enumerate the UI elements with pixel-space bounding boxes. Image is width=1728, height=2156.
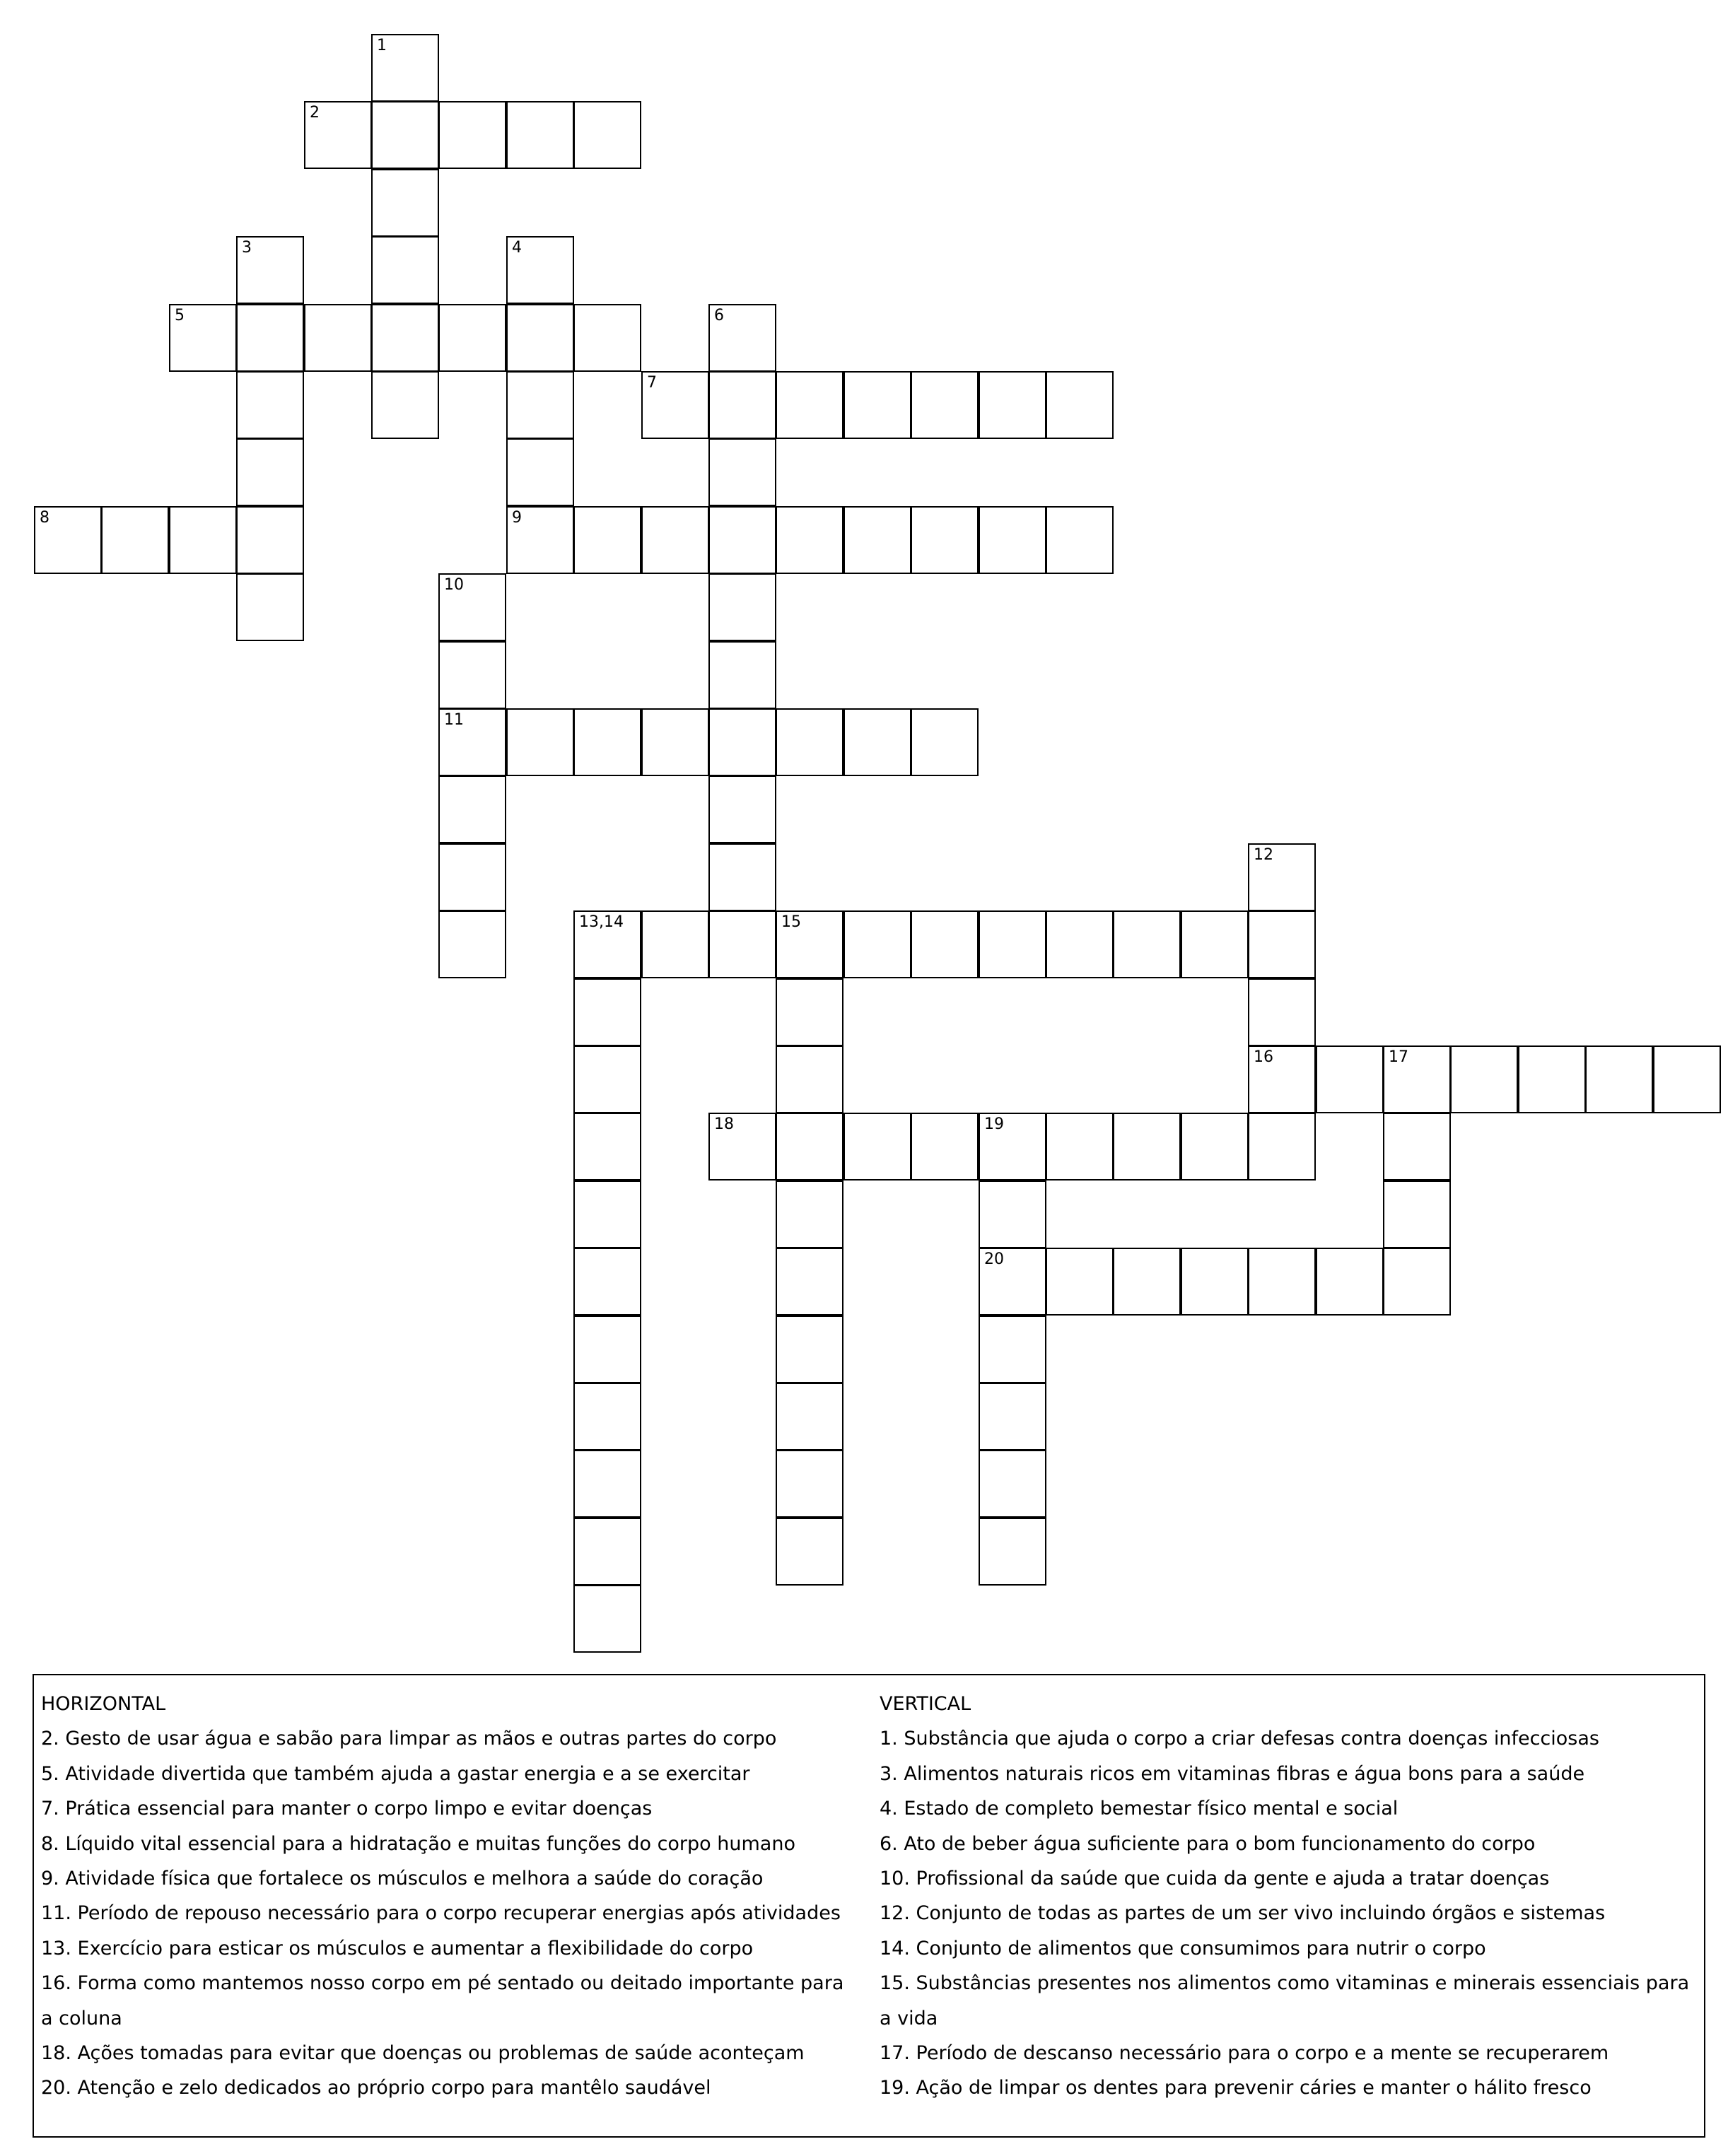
clue-v-14: 14. Conjunto de alimentos que consumimos para nutrir o corpo [880, 1937, 1486, 1959]
crossword-cell[interactable] [573, 1113, 641, 1180]
crossword-cell[interactable] [708, 910, 776, 978]
crossword-cell[interactable] [438, 910, 506, 978]
crossword-cell[interactable] [708, 641, 776, 709]
clues-box [33, 1674, 1705, 2138]
crossword-cell[interactable] [979, 1113, 1046, 1180]
crossword-cell[interactable] [506, 438, 574, 506]
crossword-cell[interactable] [1046, 506, 1114, 574]
crossword-cell[interactable] [438, 101, 506, 169]
crossword-cell[interactable] [438, 843, 506, 911]
vertical-clues [880, 1687, 1693, 2106]
crossword-cell[interactable] [438, 573, 506, 641]
clue-v-12: 12. Conjunto de todas as partes de um ser vivo incluindo órgãos e sistemas [880, 1902, 1606, 1925]
crossword-cell[interactable] [776, 1450, 843, 1518]
clue-v-6: 6. Ato de beber água suficiente para o bom funcionamento do corpo [880, 1832, 1536, 1855]
clue-number: 15 [781, 913, 801, 931]
crossword-cell[interactable] [573, 1585, 641, 1653]
crossword-cell[interactable] [641, 708, 709, 776]
clue-number: 20 [984, 1250, 1004, 1268]
crossword-cell[interactable] [641, 506, 709, 574]
crossword-cell[interactable] [979, 1450, 1046, 1518]
crossword-cell[interactable] [776, 506, 843, 574]
clue-h-16: 16. Forma como mantemos nosso corpo em pé sentado ou deitado importante para a coluna [41, 1972, 844, 2029]
crossword-cell[interactable] [979, 1180, 1046, 1248]
clue-number: 10 [444, 576, 464, 594]
clue-h-8: 8. Líquido vital essencial para a hidratação e muitas funções do corpo humano [41, 1832, 795, 1855]
crossword-cell[interactable] [979, 1518, 1046, 1586]
clue-number: 13,14 [579, 913, 624, 931]
crossword-cell[interactable] [843, 708, 911, 776]
crossword-cell[interactable] [304, 304, 372, 372]
crossword-cell[interactable] [776, 1383, 843, 1451]
clue-number: 16 [1254, 1048, 1273, 1066]
crossword-cell[interactable] [911, 1113, 979, 1180]
crossword-cell[interactable] [641, 910, 709, 978]
horizontal-clues [41, 1687, 854, 2106]
crossword-cell[interactable] [1181, 1248, 1249, 1316]
crossword-cell[interactable] [573, 1045, 641, 1113]
crossword-cell[interactable] [1316, 1045, 1384, 1113]
crossword-cell[interactable] [776, 910, 843, 978]
crossword-cell[interactable] [1248, 843, 1316, 911]
crossword-cell[interactable] [573, 1180, 641, 1248]
crossword-cell[interactable] [776, 1180, 843, 1248]
crossword-cell[interactable] [573, 1450, 641, 1518]
clue-h-11: 11. Período de repouso necessário para o corpo recuperar energias após atividades [41, 1902, 841, 1925]
crossword-cell[interactable] [573, 101, 641, 169]
crossword-cell[interactable] [236, 304, 304, 372]
crossword-cell[interactable] [573, 910, 641, 978]
crossword-cell[interactable] [708, 438, 776, 506]
crossword-cell[interactable] [776, 1113, 843, 1180]
crossword-cell[interactable] [1046, 371, 1114, 439]
clue-v-1: 1. Substância que ajuda o corpo a criar defesas contra doenças infecciosas [880, 1728, 1599, 1750]
crossword-cell[interactable] [1383, 1045, 1451, 1113]
crossword-cell[interactable] [371, 304, 439, 372]
crossword-cell[interactable] [371, 101, 439, 169]
clue-v-19: 19. Ação de limpar os dentes para prevenir cáries e manter o hálito fresco [880, 2077, 1592, 2099]
clue-v-3: 3. Alimentos naturais ricos em vitaminas fibras e água bons para a saúde [880, 1762, 1585, 1785]
crossword-cell[interactable] [1248, 978, 1316, 1046]
clue-h-7: 7. Prática essencial para manter o corpo limpo e evitar doenças [41, 1798, 653, 1820]
clue-number: 8 [40, 509, 49, 527]
crossword-cell[interactable] [843, 506, 911, 574]
clue-v-17: 17. Período de descanso necessário para o corpo e a mente se recuperarem [880, 2042, 1609, 2065]
clue-number: 18 [714, 1115, 734, 1133]
crossword-cell[interactable] [979, 1383, 1046, 1451]
clue-number: 12 [1254, 846, 1273, 864]
crossword-cell[interactable] [1113, 1113, 1181, 1180]
crossword-cell[interactable] [1046, 1113, 1114, 1180]
crossword-cell[interactable] [1113, 1248, 1181, 1316]
clue-h-20: 20. Atenção e zelo dedicados ao próprio corpo para mantêlo saudável [41, 2077, 711, 2099]
crossword-cell[interactable] [506, 506, 574, 574]
crossword-cell[interactable] [1248, 1113, 1316, 1180]
crossword-cell[interactable] [573, 1248, 641, 1316]
clue-v-4: 4. Estado de completo bemestar físico mental e social [880, 1798, 1399, 1820]
crossword-cell[interactable] [979, 506, 1046, 574]
clue-number: 3 [242, 239, 252, 257]
crossword-cell[interactable] [1181, 1113, 1249, 1180]
crossword-cell[interactable] [776, 1316, 843, 1383]
crossword-cell[interactable] [506, 371, 574, 439]
clue-h-18: 18. Ações tomadas para evitar que doenças ou problemas de saúde aconteçam [41, 2042, 805, 2065]
crossword-cell[interactable] [1383, 1180, 1451, 1248]
crossword-cell[interactable] [371, 371, 439, 439]
crossword-cell[interactable] [843, 371, 911, 439]
crossword-cell[interactable] [1046, 1248, 1114, 1316]
crossword-cell[interactable] [236, 371, 304, 439]
crossword-cell[interactable] [1518, 1045, 1586, 1113]
clue-number: 1 [377, 37, 387, 54]
crossword-cell[interactable] [1316, 1248, 1384, 1316]
crossword-cell[interactable] [236, 506, 304, 574]
crossword-cell[interactable] [1653, 1045, 1721, 1113]
crossword-cell[interactable] [776, 978, 843, 1046]
crossword-cell[interactable] [101, 506, 169, 574]
crossword-cell[interactable] [1383, 1248, 1451, 1316]
crossword-cell[interactable] [911, 371, 979, 439]
crossword-cell[interactable] [34, 506, 102, 574]
crossword-cell[interactable] [371, 236, 439, 304]
crossword-cell[interactable] [438, 708, 506, 776]
crossword-cell[interactable] [573, 708, 641, 776]
crossword-cell[interactable] [708, 506, 776, 574]
crossword-cell[interactable] [236, 438, 304, 506]
crossword-cell[interactable] [843, 910, 911, 978]
clue-v-15: 15. Substâncias presentes nos alimentos como vitaminas e minerais essenciais para a vida [880, 1972, 1690, 2029]
crossword-cell[interactable] [1248, 910, 1316, 978]
crossword-cell[interactable] [776, 371, 843, 439]
crossword-cell[interactable] [438, 641, 506, 709]
crossword-cell[interactable] [573, 506, 641, 574]
horizontal-clues-title: HORIZONTAL [41, 1693, 166, 1715]
clue-number: 2 [310, 104, 320, 122]
crossword-cell[interactable] [506, 304, 574, 372]
clue-number: 4 [512, 239, 522, 257]
crossword-cell[interactable] [911, 708, 979, 776]
crossword-cell[interactable] [708, 708, 776, 776]
clue-number: 19 [984, 1115, 1004, 1133]
crossword-cell[interactable] [1248, 1045, 1316, 1113]
crossword-cell[interactable] [573, 1383, 641, 1451]
vertical-clues-title: VERTICAL [880, 1693, 971, 1715]
crossword-cell[interactable] [573, 1316, 641, 1383]
crossword-cell[interactable] [1383, 1113, 1451, 1180]
crossword-cell[interactable] [438, 304, 506, 372]
crossword-cell[interactable] [708, 775, 776, 843]
crossword-cell[interactable] [708, 371, 776, 439]
crossword-cell[interactable] [843, 1113, 911, 1180]
clue-number: 6 [714, 307, 724, 324]
crossword-cell[interactable] [169, 506, 237, 574]
crossword-cell[interactable] [1248, 1248, 1316, 1316]
crossword-cell[interactable] [708, 843, 776, 911]
clue-number: 11 [444, 711, 464, 729]
clue-h-13: 13. Exercício para esticar os músculos e aumentar a flexibilidade do corpo [41, 1937, 754, 1959]
crossword-cell[interactable] [236, 236, 304, 304]
crossword-cell[interactable] [573, 978, 641, 1046]
crossword-cell[interactable] [1113, 910, 1181, 978]
crossword-cell[interactable] [1450, 1045, 1518, 1113]
clue-number: 5 [175, 307, 185, 324]
crossword-cell[interactable] [979, 910, 1046, 978]
crossword-cell[interactable] [1181, 910, 1249, 978]
crossword-cell[interactable] [979, 1316, 1046, 1383]
crossword-cell[interactable] [911, 506, 979, 574]
clue-h-9: 9. Atividade física que fortalece os músculos e melhora a saúde do coração [41, 1868, 764, 1890]
clue-h-2: 2. Gesto de usar água e sabão para limpar as mãos e outras partes do corpo [41, 1728, 777, 1750]
crossword-cell[interactable] [573, 304, 641, 372]
crossword-cell[interactable] [708, 304, 776, 372]
clue-number: 9 [512, 509, 522, 527]
clue-h-5: 5. Atividade divertida que também ajuda a gastar energia e a se exercitar [41, 1762, 750, 1785]
crossword-cell[interactable] [979, 371, 1046, 439]
crossword-cell[interactable] [776, 1248, 843, 1316]
crossword-cell[interactable] [1046, 910, 1114, 978]
crossword-cell[interactable] [169, 304, 237, 372]
clue-number: 17 [1389, 1048, 1408, 1066]
crossword-cell[interactable] [371, 34, 439, 102]
clue-number: 7 [647, 374, 657, 392]
crossword-cell[interactable] [776, 1045, 843, 1113]
crossword-cell[interactable] [506, 236, 574, 304]
crossword-cell[interactable] [641, 371, 709, 439]
crossword-cell[interactable] [979, 1248, 1046, 1316]
crossword-cell[interactable] [304, 101, 372, 169]
crossword-cell[interactable] [236, 573, 304, 641]
crossword-cell[interactable] [438, 775, 506, 843]
crossword-cell[interactable] [573, 1518, 641, 1586]
crossword-cell[interactable] [371, 169, 439, 237]
crossword-cell[interactable] [776, 1518, 843, 1586]
crossword-cell[interactable] [506, 708, 574, 776]
crossword-cell[interactable] [1585, 1045, 1653, 1113]
clue-v-10: 10. Profissional da saúde que cuida da gente e ajuda a tratar doenças [880, 1868, 1550, 1890]
crossword-cell[interactable] [911, 910, 979, 978]
crossword-cell[interactable] [708, 1113, 776, 1180]
crossword-cell[interactable] [776, 708, 843, 776]
crossword-cell[interactable] [506, 101, 574, 169]
crossword-cell[interactable] [708, 573, 776, 641]
